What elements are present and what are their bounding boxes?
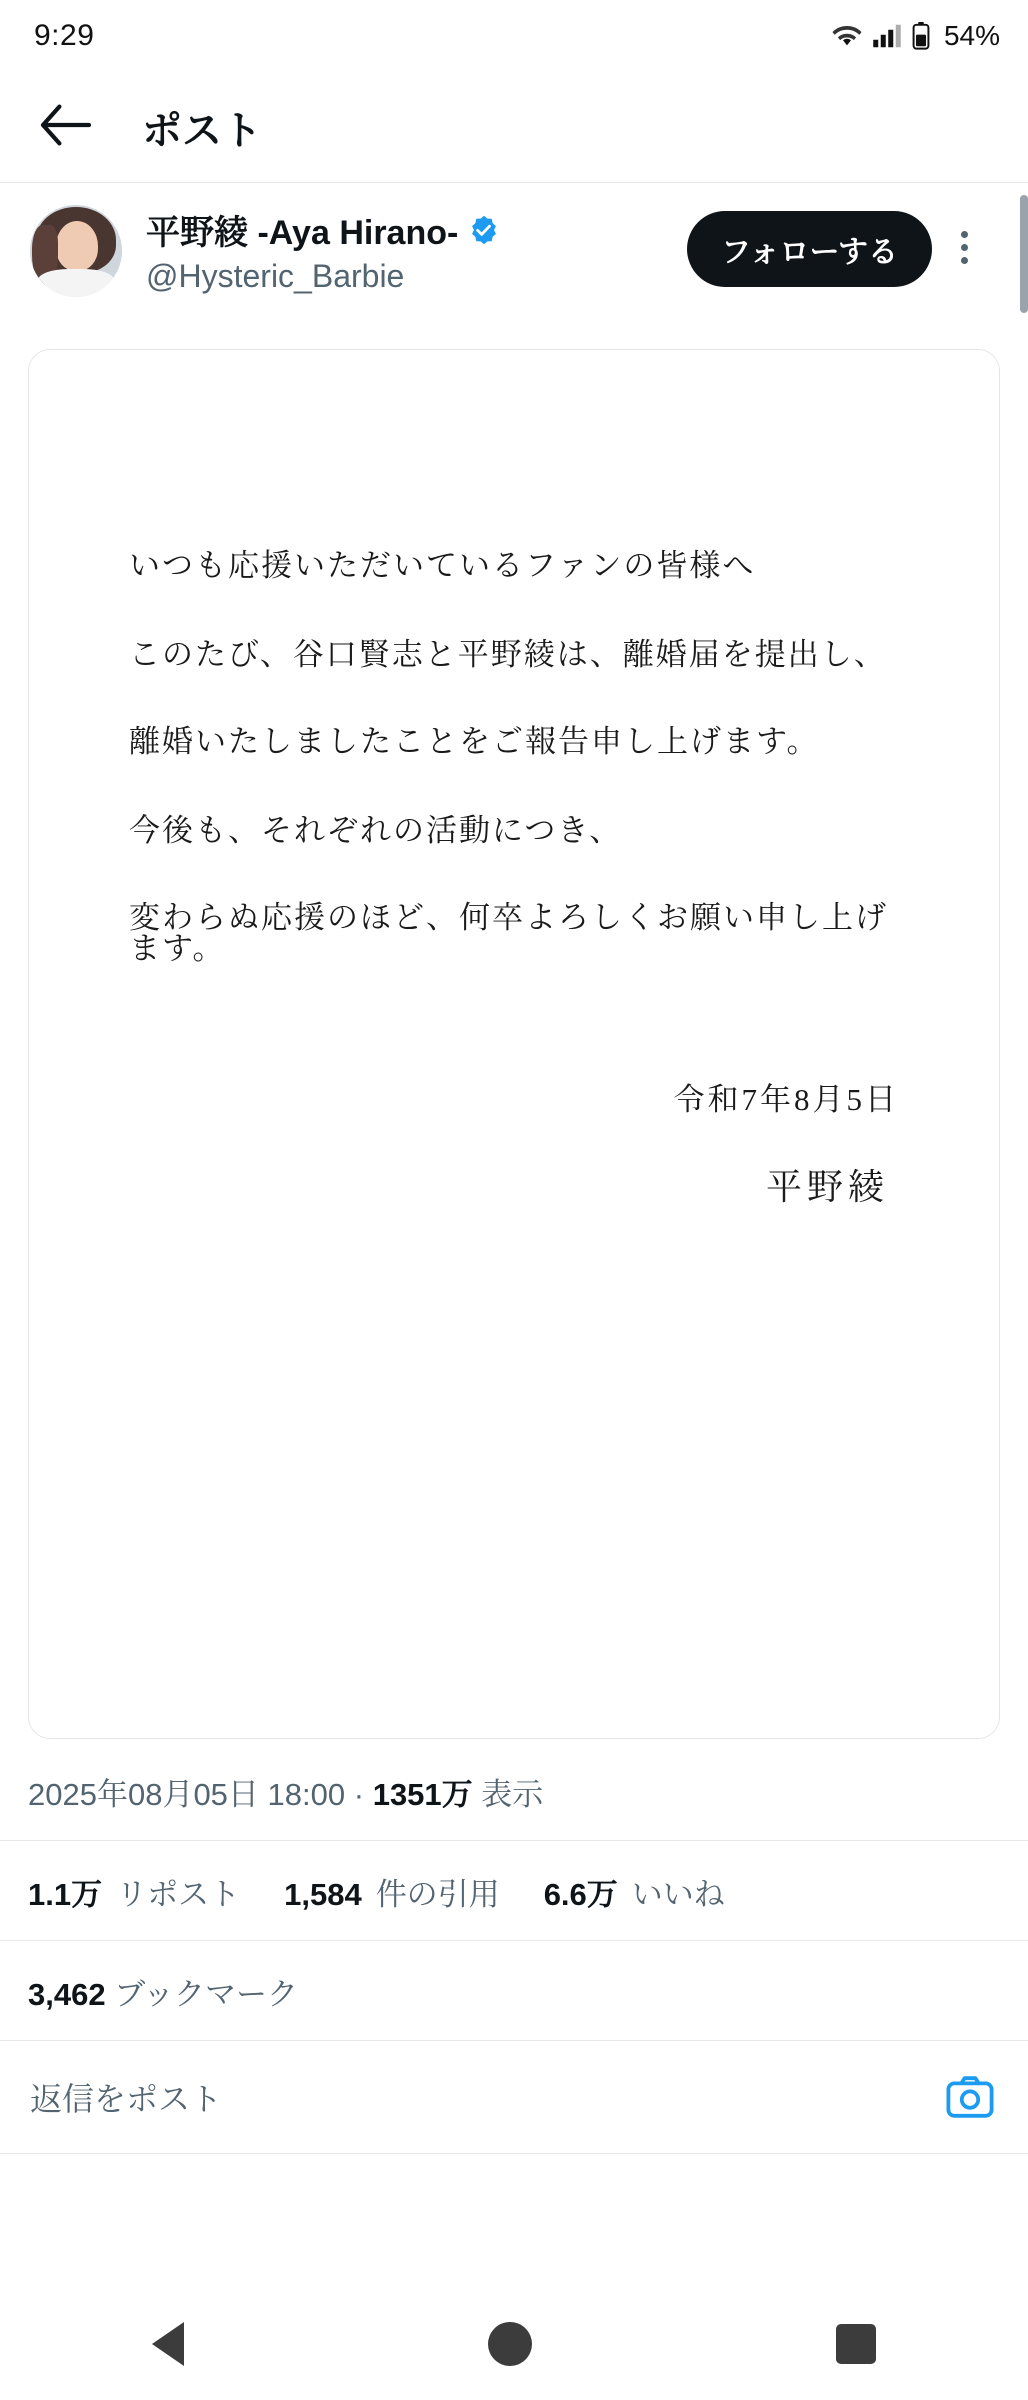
follow-button[interactable]: フォローする — [687, 211, 932, 287]
wifi-icon — [832, 23, 862, 49]
reply-input[interactable]: 返信をポスト — [30, 2081, 223, 2117]
nav-back-icon[interactable] — [152, 2322, 184, 2366]
views-count: 1351万 — [372, 1777, 473, 1812]
quotes-count[interactable]: 1,584 — [284, 1877, 362, 1912]
system-nav-bar — [0, 2288, 1028, 2400]
post-bookmarks-row — [0, 1941, 1028, 2040]
app-bar — [0, 72, 1028, 182]
more-options-icon[interactable] — [944, 219, 984, 275]
meta-separator: · — [353, 1777, 365, 1812]
statement-text — [29, 550, 999, 1205]
post-media-image[interactable] — [28, 349, 1000, 1739]
camera-icon[interactable] — [942, 2069, 998, 2125]
verified-badge-icon — [468, 214, 500, 246]
cellular-signal-icon — [872, 23, 902, 49]
post-author-row — [0, 183, 1028, 311]
status-time: 9:29 — [34, 19, 95, 52]
statement-signature: 平野綾 — [765, 1167, 889, 1207]
battery-icon — [912, 22, 930, 50]
post-timestamp: 2025年08月05日 18:00 — [28, 1777, 346, 1812]
reposts-label[interactable]: リポスト — [116, 1877, 241, 1912]
likes-label[interactable]: いいね — [631, 1877, 725, 1912]
avatar[interactable] — [30, 205, 122, 297]
author-display-name: 平野綾 -Aya Hirano- — [146, 214, 459, 252]
statement-signature-block — [129, 1084, 899, 1205]
statement-greeting: いつも応援いただいているファンの皆様へ — [129, 548, 756, 583]
statement-closing-line: 変わらぬ応援のほど、何卒よろしくお願い申し上げます。 — [129, 900, 888, 966]
reply-bar — [0, 2041, 1028, 2153]
nav-home-icon[interactable] — [488, 2322, 532, 2366]
statement-body-line: このたび、谷口賢志と平野綾は、離婚届を提出し、 — [129, 637, 887, 672]
bookmarks-label[interactable]: ブックマーク — [114, 1977, 299, 2012]
battery-percent: 54% — [943, 20, 1000, 51]
back-button[interactable] — [30, 92, 100, 162]
back-arrow-icon — [39, 104, 91, 151]
statement-closing-line: 今後も、それぞれの活動につき、 — [129, 813, 623, 848]
statement-closing — [129, 815, 899, 964]
bookmarks-count[interactable]: 3,462 — [28, 1977, 106, 2012]
post-meta — [0, 1739, 1028, 1840]
status-indicators — [832, 20, 1000, 52]
author-handle: @Hysteric_Barbie — [146, 258, 405, 294]
quotes-label[interactable]: 件の引用 — [375, 1877, 500, 1912]
views-label: 表示 — [481, 1777, 544, 1812]
statement-body — [129, 639, 899, 757]
scrollbar[interactable] — [1020, 195, 1028, 313]
statement-body-line: 離婚いたしましたことをご報告申し上げます。 — [129, 724, 820, 759]
likes-count[interactable]: 6.6万 — [543, 1877, 618, 1912]
reply-bar-divider — [0, 2153, 1028, 2154]
nav-recents-icon[interactable] — [836, 2324, 876, 2364]
page-title: ポスト — [142, 108, 262, 153]
status-bar — [0, 0, 1028, 72]
reposts-count[interactable]: 1.1万 — [28, 1877, 103, 1912]
statement-date: 令和7年8月5日 — [673, 1082, 899, 1117]
post-stats-row — [0, 1841, 1028, 1940]
